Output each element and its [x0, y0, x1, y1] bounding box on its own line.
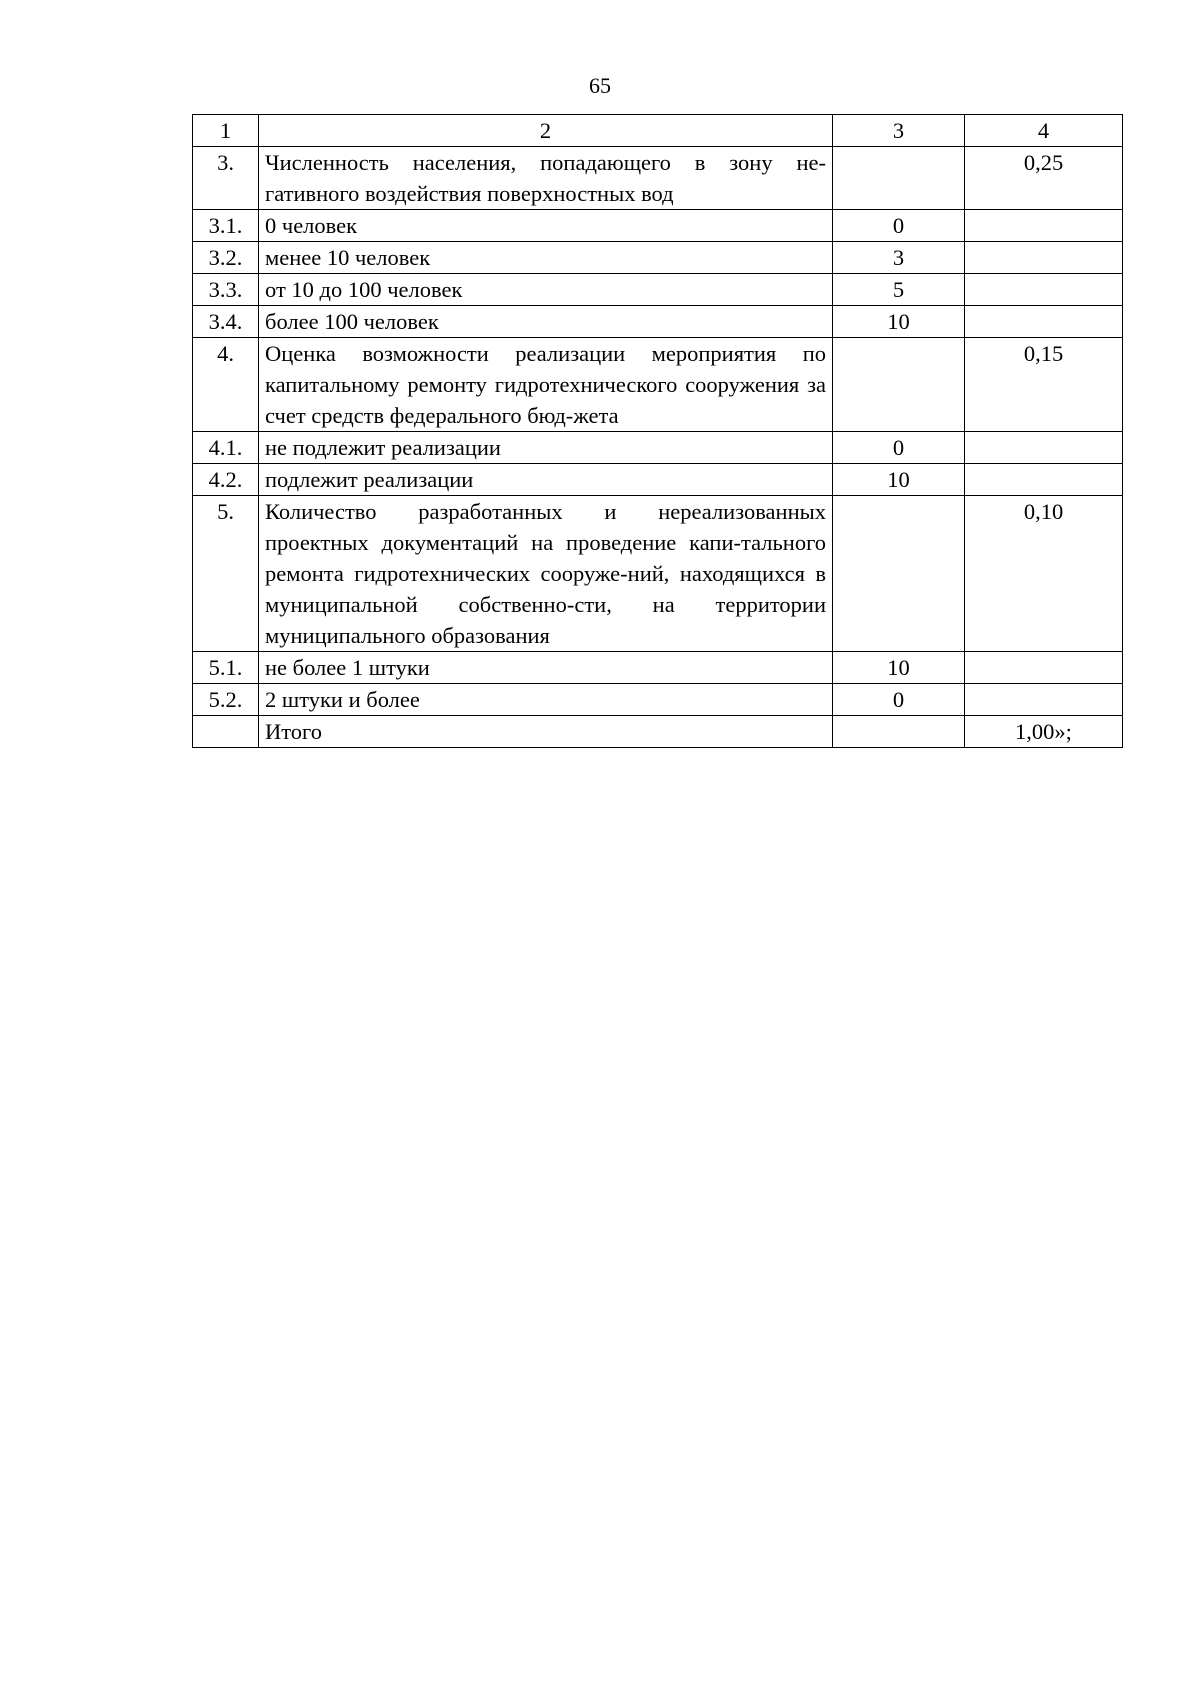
row-number: 4.2. — [193, 464, 259, 496]
table-row — [193, 306, 1123, 338]
row-description: от 10 до 100 человек — [259, 274, 833, 306]
total-row — [193, 716, 1123, 748]
table-row — [193, 210, 1123, 242]
row-score: 5 — [833, 274, 965, 306]
table-row — [193, 274, 1123, 306]
header-cell-2: 2 — [259, 115, 833, 147]
row-weight — [965, 242, 1123, 274]
total-label: Итого — [259, 716, 833, 748]
table-row — [193, 464, 1123, 496]
row-number: 5.2. — [193, 684, 259, 716]
row-description: 0 человек — [259, 210, 833, 242]
criteria-score-table — [192, 114, 1123, 748]
row-weight — [965, 306, 1123, 338]
row-score: 0 — [833, 684, 965, 716]
row-score: 0 — [833, 210, 965, 242]
row-score: 10 — [833, 652, 965, 684]
table-row — [193, 652, 1123, 684]
table-row — [193, 242, 1123, 274]
row-weight: 0,10 — [965, 496, 1123, 652]
row-number: 4.1. — [193, 432, 259, 464]
row-number: 5.1. — [193, 652, 259, 684]
row-number — [193, 716, 259, 748]
table-header-row — [193, 115, 1123, 147]
row-score: 3 — [833, 242, 965, 274]
table-row — [193, 684, 1123, 716]
row-weight — [965, 652, 1123, 684]
row-score: 0 — [833, 432, 965, 464]
row-number: 3.1. — [193, 210, 259, 242]
row-score: 10 — [833, 306, 965, 338]
table-row — [193, 496, 1123, 652]
row-description: подлежит реализации — [259, 464, 833, 496]
row-weight — [965, 274, 1123, 306]
row-score — [833, 147, 965, 210]
table-row — [193, 147, 1123, 210]
header-cell-3: 3 — [833, 115, 965, 147]
row-description: Оценка возможности реализации мероприятия по капитальному ремонту гидротехнического сооружения за счет средств федерального бюд-жета — [259, 338, 833, 432]
total-weight: 1,00»; — [965, 716, 1123, 748]
row-description: менее 10 человек — [259, 242, 833, 274]
row-weight: 0,15 — [965, 338, 1123, 432]
row-score — [833, 716, 965, 748]
row-weight — [965, 210, 1123, 242]
row-description: не подлежит реализации — [259, 432, 833, 464]
row-score — [833, 338, 965, 432]
row-weight — [965, 464, 1123, 496]
row-description: не более 1 штуки — [259, 652, 833, 684]
row-number: 3.4. — [193, 306, 259, 338]
row-description: 2 штуки и более — [259, 684, 833, 716]
table-row — [193, 432, 1123, 464]
row-score — [833, 496, 965, 652]
row-number: 3.3. — [193, 274, 259, 306]
table-row — [193, 338, 1123, 432]
row-number: 3. — [193, 147, 259, 210]
row-number: 3.2. — [193, 242, 259, 274]
row-description: более 100 человек — [259, 306, 833, 338]
header-cell-4: 4 — [965, 115, 1123, 147]
row-description: Численность населения, попадающего в зону не-гативного воздействия поверхностных вод — [259, 147, 833, 210]
page-number: 65 — [589, 73, 611, 98]
row-weight: 0,25 — [965, 147, 1123, 210]
row-description: Количество разработанных и нереализованных проектных документаций на проведение капи-тального ремонта гидротехнических сооруже-ний, находящихся в муниципальной собственно-сти, на территории муниципального образования — [259, 496, 833, 652]
row-weight — [965, 684, 1123, 716]
row-weight — [965, 432, 1123, 464]
row-number: 5. — [193, 496, 259, 652]
row-score: 10 — [833, 464, 965, 496]
header-cell-1: 1 — [193, 115, 259, 147]
row-number: 4. — [193, 338, 259, 432]
